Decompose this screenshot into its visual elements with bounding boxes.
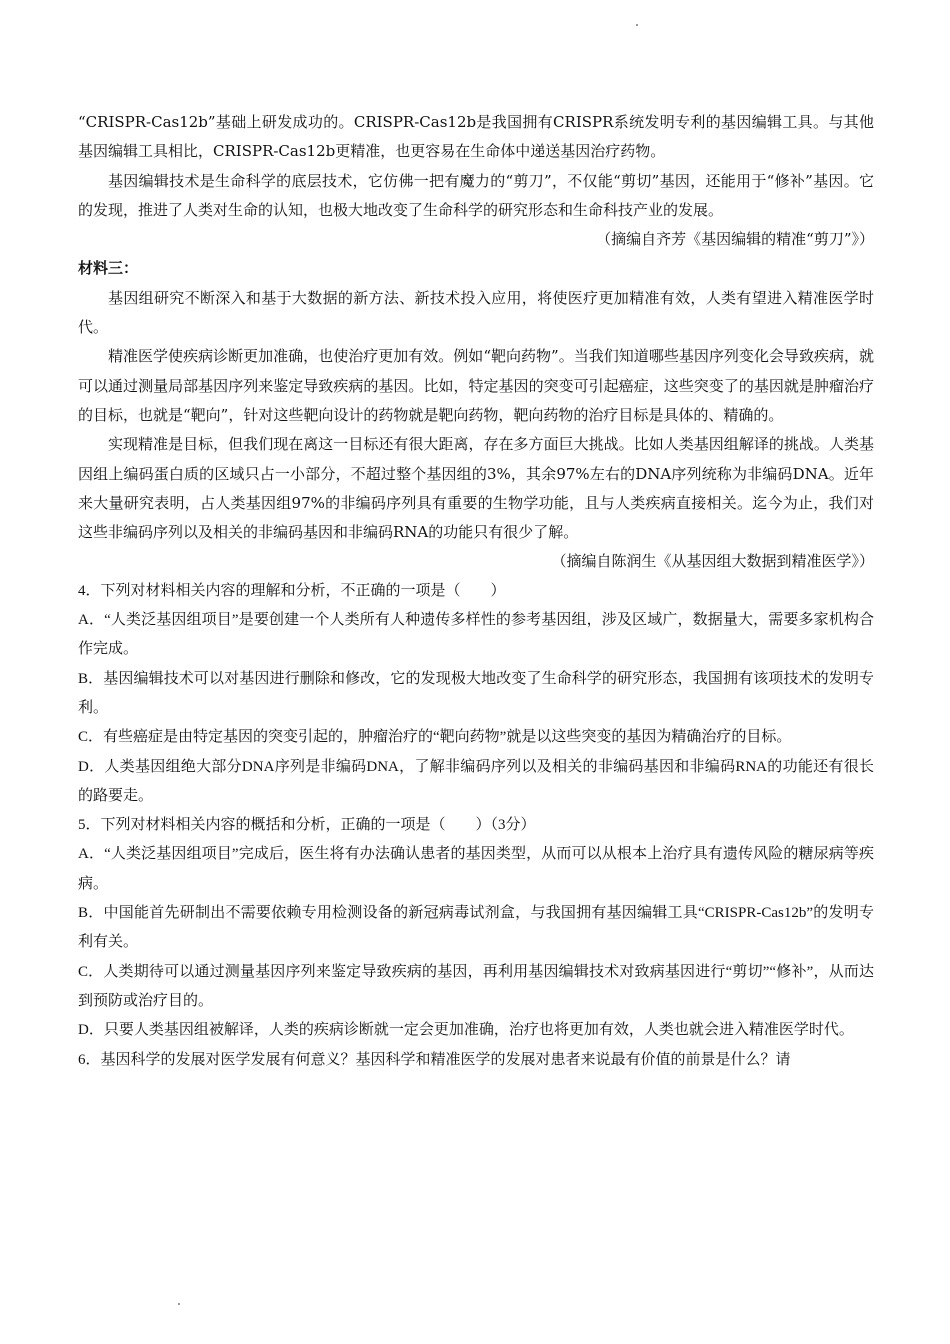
question-4-option-c: C．有些癌症是由特定基因的突变引起的，肿瘤治疗的“靶向药物”就是以这些突变的基因为精确治疗的目标。 [78,729,792,746]
question-5-stem: 5．下列对材料相关内容的概括和分析，正确的一项是（ ）（3分） [78,817,536,834]
material-3-paragraph-3: 实现精准是目标，但我们现在离这一目标还有很大距离，存在多方面巨大挑战。比如人类基因组解译的挑战。人类基因组上编码蛋白质的区域只占一小部分，不超过整个基因组的3%，其余97%左右的DNA序列统称为非编码DNA。近年来大量研究表明，占人类基因组97%的非编码序列具有重要的生物学功能，且与人类疾病直接相关。迄今为止，我们对这些非编码序列以及相关的非编码基因和非编码RNA的功能只有很少了解。 [78,435,874,542]
question-5-option-b: B．中国能首先研制出不需要依赖专用检测设备的新冠病毒试剂盒，与我国拥有基因编辑工具“CRISPR-Cas12b”的发明专利有关。 [78,905,874,951]
material-3-heading: 材料三： [78,259,139,278]
question-5-option-a: A．“人类泛基因组项目”完成后，医生将有办法确认患者的基因类型，从而可以从根本上治疗具有遗传风险的糖尿病等疾病。 [78,846,874,892]
question-4-option-b: B．基因编辑技术可以对基因进行删除和修改，它的发现极大地改变了生命科学的研究形态，我国拥有该项技术的发明专利。 [78,670,874,716]
corner-mark-top [636,24,638,26]
source-material-2: （摘编自齐芳《基因编辑的精准“剪刀”》） [596,230,874,249]
corner-mark-bottom [178,1303,180,1305]
question-4-option-d: D．人类基因组绝大部分DNA序列是非编码DNA，了解非编码序列以及相关的非编码基因和非编码RNA的功能还有很长的路要走。 [78,758,874,804]
question-6-stem: 6．基因科学的发展对医学发展有何意义？基因科学和精准医学的发展对患者来说最有价值的前景是什么？请 [78,1051,791,1068]
question-5-option-c: C．人类期待可以通过测量基因序列来鉴定导致疾病的基因，再利用基因编辑技术对致病基因进行“剪切”“修补”，从而达到预防或治疗目的。 [78,963,874,1009]
material-3-paragraph-2: 精准医学使疾病诊断更加准确，也使治疗更加有效。例如“靶向药物”。当我们知道哪些基因序列变化会导致疾病，就可以通过测量局部基因序列来鉴定导致疾病的基因。比如，特定基因的突变可引起癌症，这些突变了的基因就是肿瘤治疗的目标，也就是“靶向”，针对这些靶向设计的药物就是靶向药物，靶向药物的治疗目标是具体的、精确的。 [78,347,874,424]
paragraph-crispr-intro: “CRISPR-Cas12b”基础上研发成功的。CRISPR-Cas12b是我国拥有CRISPR系统发明专利的基因编辑工具。与其他基因编辑工具相比，CRISPR-Cas12b更精准，也更容易在生命体中递送基因治疗药物。 [78,113,874,161]
source-material-3: （摘编自陈润生《从基因组大数据到精准医学》） [551,552,874,571]
question-4-option-a: A．“人类泛基因组项目”是要创建一个人类所有人种遗传多样性的参考基因组，涉及区域广，数据量大，需要多家机构合作完成。 [78,612,874,658]
paragraph-gene-editing: 基因编辑技术是生命科学的底层技术，它仿佛一把有魔力的“剪刀”，不仅能“剪切”基因，还能用于“修补”基因。它的发现，推进了人类对生命的认知，也极大地改变了生命科学的研究形态和生命科技产业的发展。 [78,171,874,219]
question-4-stem: 4．下列对材料相关内容的理解和分析，不正确的一项是（ ） [78,582,506,599]
question-5-option-d: D．只要人类基因组被解译，人类的疾病诊断就一定会更加准确，治疗也将更加有效，人类也就会进入精准医学时代。 [78,1022,854,1039]
material-3-paragraph-1: 基因组研究不断深入和基于大数据的新方法、新技术投入应用，将使医疗更加精准有效，人类有望进入精准医学时代。 [78,288,874,337]
document-page [78,108,874,1075]
